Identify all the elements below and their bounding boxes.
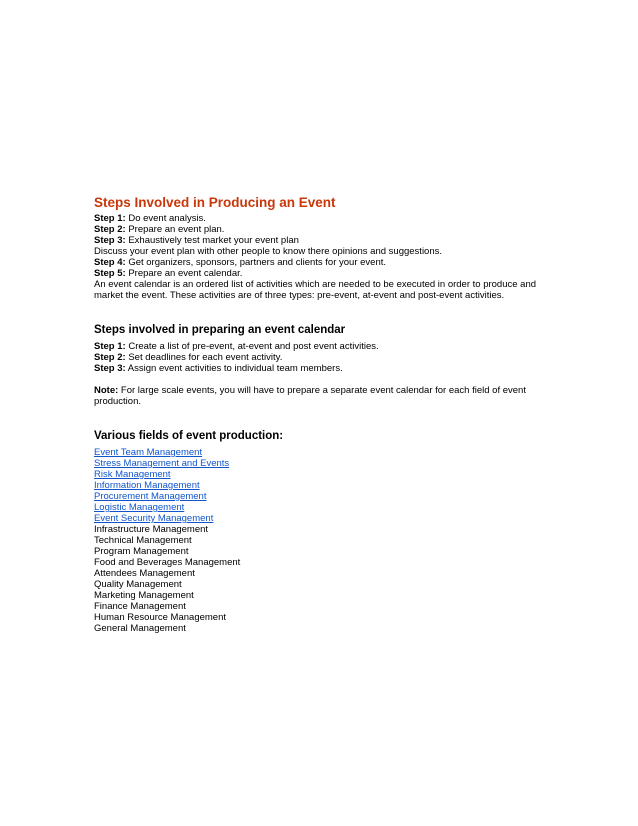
field-list-item	[94, 480, 544, 491]
section2-line-3	[94, 363, 544, 374]
field-link[interactable]: Event Security Management	[94, 513, 214, 524]
field-list-item: Quality Management	[94, 579, 182, 590]
section1-step-label: Step 2:	[94, 224, 126, 235]
section1-line-1	[94, 213, 544, 224]
section2-step-label: Step 1:	[94, 341, 126, 352]
calendar-section-title: Steps involved in preparing an event calendar	[94, 324, 346, 336]
section1-step-text: Discuss your event plan with other people to know there opinions and suggestions.	[94, 246, 443, 257]
section1-lines	[94, 213, 544, 279]
event-calendar-paragraph: An event calendar is an ordered list of activities which are needed to be executed in order to produce and market the event. These activities are of three types: pre-event, at-event and post-event activities.	[94, 279, 537, 301]
section1-step-text: Prepare an event calendar.	[125, 268, 243, 279]
field-list-item	[94, 447, 544, 458]
section1-step-text: Get organizers, sponsors, partners and clients for your event.	[125, 257, 387, 268]
field-list-item: Finance Management	[94, 601, 186, 612]
section1-line-3	[94, 235, 544, 246]
section2-step-text: Create a list of pre-event, at-event and post event activities.	[125, 341, 379, 352]
field-list-item: Infrastructure Management	[94, 524, 209, 535]
field-list-item	[94, 491, 544, 502]
section2-line-1	[94, 341, 544, 352]
section2-step-text: Set deadlines for each event activity.	[125, 352, 283, 363]
section2-lines	[94, 341, 544, 374]
field-link[interactable]: Event Team Management	[94, 447, 203, 458]
section2-step-label: Step 3:	[94, 363, 126, 374]
field-list-item: Food and Beverages Management	[94, 557, 241, 568]
section1-line-2	[94, 224, 544, 235]
section1-step-label: Step 5:	[94, 268, 126, 279]
field-list-item	[94, 458, 544, 469]
section1-line-4	[94, 246, 544, 257]
field-link[interactable]: Risk Management	[94, 469, 171, 480]
section1-step-label: Step 1:	[94, 213, 126, 224]
section1-line-6	[94, 268, 544, 279]
note-label: Note:	[94, 385, 119, 396]
section1-step-text: Do event analysis.	[125, 213, 206, 224]
section2-step-label: Step 2:	[94, 352, 126, 363]
field-link[interactable]: Procurement Management	[94, 491, 207, 502]
field-list-item: General Management	[94, 623, 186, 634]
main-title: Steps Involved in Producing an Event	[94, 195, 336, 210]
section2-line-2	[94, 352, 544, 363]
fields-section-title: Various fields of event production:	[94, 430, 284, 442]
fields-list	[94, 447, 544, 634]
field-link[interactable]: Logistic Management	[94, 502, 185, 513]
field-list-item: Technical Management	[94, 535, 192, 546]
section1-step-label: Step 3:	[94, 235, 126, 246]
field-list-item: Program Management	[94, 546, 189, 557]
note-text: For large scale events, you will have to prepare a separate event calendar for each field of event production.	[94, 385, 526, 407]
field-link[interactable]: Information Management	[94, 480, 200, 491]
field-list-item	[94, 469, 544, 480]
field-list-item: Marketing Management	[94, 590, 194, 601]
note-paragraph	[94, 385, 544, 407]
document-page	[94, 195, 544, 634]
section1-line-5	[94, 257, 544, 268]
field-list-item	[94, 502, 544, 513]
field-link[interactable]: Stress Management and Events	[94, 458, 230, 469]
section1-step-text: Exhaustively test market your event plan	[125, 235, 299, 246]
section1-step-text: Prepare an event plan.	[125, 224, 225, 235]
field-list-item	[94, 513, 544, 524]
field-list-item: Attendees Management	[94, 568, 195, 579]
field-list-item: Human Resource Management	[94, 612, 227, 623]
section1-step-label: Step 4:	[94, 257, 126, 268]
section2-step-text: Assign event activities to individual team members.	[125, 363, 343, 374]
